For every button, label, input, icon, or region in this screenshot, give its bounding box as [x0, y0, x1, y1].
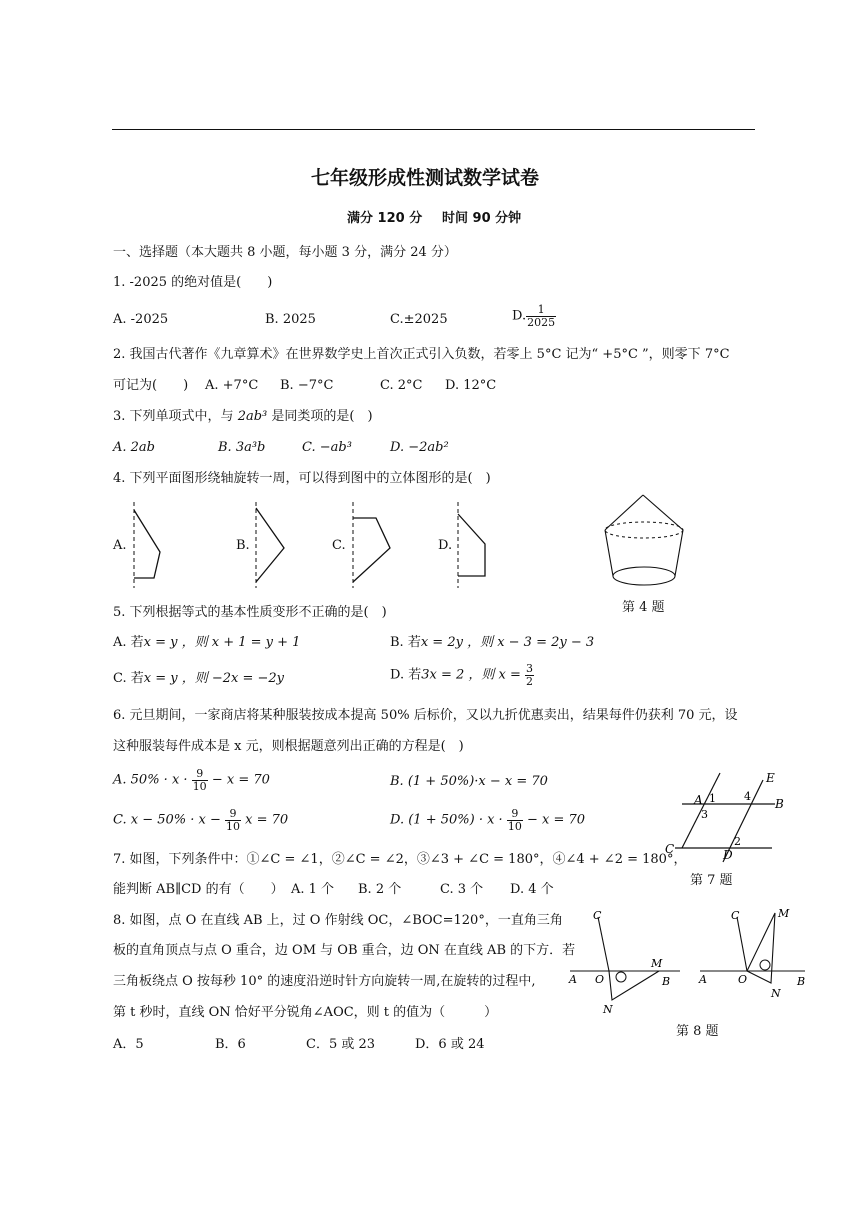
q6-d-post: − x = 70 — [526, 812, 586, 828]
q6-c-post: x = 70 — [245, 812, 289, 828]
q7-caption: 第 7 题 — [690, 873, 733, 888]
q1-d-den: 2025 — [527, 316, 556, 329]
q1-option-b: B. 2025 — [265, 312, 316, 327]
q8-line4: 第 t 秒时，直线 ON 恰好平分锐角∠AOC，则 t 的值为（ ） — [113, 1005, 498, 1020]
q7-label-4: 4 — [744, 790, 751, 803]
q6-c-num: 9 — [225, 808, 241, 821]
q6-line2: 这种服装每件成本是 x 元，则根据题意列出正确的方程是( ) — [113, 739, 464, 754]
q6-c-den: 10 — [226, 820, 241, 833]
q5-a-prefix: A. 若 — [113, 635, 144, 650]
q4-figure-a — [134, 502, 160, 588]
q8-figure-right — [698, 907, 805, 1000]
q1-option-d — [512, 304, 556, 329]
q2-option-c: C. 2°C — [380, 378, 423, 393]
q4-figure-b — [256, 502, 284, 588]
q6-a-den: 10 — [192, 780, 207, 793]
q3-option-a: A. 2ab — [113, 440, 155, 455]
q8-right-label-o: O — [738, 973, 748, 986]
q4-option-a: A. — [113, 538, 127, 553]
q1-d-num: 1 — [526, 304, 556, 317]
q8-right-label-b: B — [797, 975, 806, 988]
q7-label-d: D — [723, 848, 733, 862]
q3-option-d: D. −2ab² — [390, 440, 449, 455]
q7-label-e: E — [766, 771, 775, 785]
q5-stem: 5. 下列根据等式的基本性质变形不正确的是( ) — [113, 605, 387, 620]
q6-d-den: 10 — [507, 820, 522, 833]
q5-c-prefix: C. 若 — [113, 671, 144, 686]
q1-d-prefix: D. — [512, 308, 527, 324]
q8-left-label-n: N — [603, 1003, 613, 1016]
q6-d-fraction — [507, 808, 523, 833]
q5-option-a — [113, 635, 300, 651]
q8-right-label-n: N — [771, 987, 781, 1000]
q4-figure-c — [353, 502, 390, 588]
q6-c-fraction — [225, 808, 241, 833]
q8-right-label-a: A — [699, 973, 707, 986]
section-heading: 一、选择题（本大题共 8 小题，每小题 3 分，满分 24 分） — [113, 245, 457, 260]
q4-stem: 4. 下列平面图形绕轴旋转一周，可以得到图中的立体图形的是( ) — [113, 471, 491, 486]
q4-option-figures — [120, 500, 560, 595]
q7-label-a: A — [694, 793, 703, 807]
q5-a-expr: x = y ，则 x + 1 = y + 1 — [143, 635, 301, 650]
q7-label-c: C — [665, 842, 675, 856]
exam-time: 时间 90 分钟 — [442, 211, 522, 226]
q5-option-d — [390, 663, 534, 688]
q6-a-post: − x = 70 — [211, 772, 270, 788]
q7-label-b: B — [775, 797, 784, 811]
q7-label-1: 1 — [709, 792, 716, 805]
q6-a-pre: A. 50% · x · — [113, 772, 188, 788]
q4-option-b: B. — [236, 538, 250, 553]
q7-label-3: 3 — [701, 808, 708, 821]
q7-label-2: 2 — [734, 835, 741, 848]
q8-left-label-a: A — [569, 973, 577, 986]
q5-option-c — [113, 671, 284, 687]
q8-figure-left — [568, 909, 680, 1016]
q8-caption: 第 8 题 — [676, 1024, 719, 1039]
q3-option-c: C. −ab³ — [302, 440, 352, 455]
q6-option-d — [390, 808, 585, 833]
q8-figures — [565, 905, 815, 1020]
q8-left-label-o: O — [595, 973, 605, 986]
q4-solid-figure — [595, 490, 695, 595]
q8-option-c: C．5 或 23 — [306, 1037, 376, 1052]
q6-line1: 6. 元旦期间，一家商店将某种服装按成本提高 50% 后标价，又以九折优惠卖出，结果每件仍获利 70 元，设 — [113, 708, 738, 723]
q5-c-expr: x = y ，则 −2x = −2y — [143, 671, 285, 686]
q1-d-fraction — [526, 304, 556, 329]
q2-line1: 2. 我国古代著作《九章算术》在世界数学史上首次正式引入负数，若零上 5°C 记为“ +5°C ”，则零下 7°C — [113, 347, 730, 362]
q6-option-b: B. (1 + 50%)·x − x = 70 — [390, 774, 548, 789]
q6-option-a — [113, 768, 270, 793]
q3-stem-prefix: 3. 下列单项式中，与 — [113, 409, 234, 424]
page-title: 七年级形成性测试数学试卷 — [311, 167, 540, 189]
q7-line1: 7. 如图，下列条件中：①∠C = ∠1，②∠C = ∠2，③∠3 + ∠C = 180°，④∠4 + ∠2 = 180°， — [113, 852, 687, 867]
q8-line1: 8. 如图，点 O 在直线 AB 上，过 O 作射线 OC，∠BOC=120°，一直角三角 — [113, 913, 563, 928]
q8-right-label-c: C — [731, 909, 740, 922]
q8-option-d: D．6 或 24 — [415, 1037, 485, 1052]
q1-option-c: C.±2025 — [390, 312, 448, 327]
q7-option-c: C. 3 个 — [440, 882, 484, 897]
q3-stem-suffix: 是同类项的是( ) — [271, 409, 373, 424]
q7-line2: 能判断 AB∥CD 的有（ ） — [113, 882, 284, 897]
q6-c-pre: C. x − 50% · x − — [113, 812, 221, 828]
q8-left-label-b: B — [662, 975, 671, 988]
q8-option-a: A．5 — [113, 1037, 144, 1052]
q2-option-a: A. +7°C — [205, 378, 259, 393]
q6-d-pre: D. (1 + 50%) · x · — [390, 812, 503, 828]
q7-option-a: A. 1 个 — [291, 882, 335, 897]
q5-d-prefix: D. 若 — [390, 667, 422, 683]
q2-option-d: D. 12°C — [445, 378, 497, 393]
q3-stem-expr: 2ab³ — [237, 409, 268, 424]
q5-b-prefix: B. 若 — [390, 635, 421, 650]
q7-option-d: D. 4 个 — [510, 882, 554, 897]
q8-left-label-c: C — [593, 909, 602, 922]
q6-a-fraction — [192, 768, 208, 793]
q5-d-fraction — [525, 663, 534, 688]
full-marks: 满分 120 分 — [347, 211, 423, 226]
q8-left-label-m: M — [651, 957, 663, 970]
q5-d-num: 3 — [526, 662, 534, 675]
q5-option-b — [390, 635, 594, 651]
q1-stem: 1. -2025 的绝对值是( ) — [113, 275, 273, 290]
q7-option-b: B. 2 个 — [358, 882, 402, 897]
q6-a-num: 9 — [192, 768, 208, 781]
q3-option-b: B. 3a³b — [218, 440, 266, 455]
header-rule — [112, 129, 755, 130]
q4-caption: 第 4 题 — [622, 600, 665, 615]
q8-option-b: B．6 — [215, 1037, 246, 1052]
q5-d-expr: 3x = 2 ，则 x = — [421, 667, 521, 683]
q6-d-num: 9 — [507, 808, 523, 821]
q2-line2: 可记为( ) — [113, 378, 189, 393]
q8-line2: 板的直角顶点与点 O 重合，边 OM 与 OB 重合，边 ON 在直线 AB 的下方．若 — [113, 943, 576, 958]
q4-option-c: C. — [332, 538, 346, 553]
q3-stem — [113, 409, 373, 425]
q4-option-d: D. — [438, 538, 453, 553]
q4-figure-d — [458, 502, 485, 588]
q2-option-b: B. −7°C — [280, 378, 334, 393]
q5-d-den: 2 — [526, 675, 534, 688]
q6-option-c — [113, 808, 288, 833]
q8-right-label-m: M — [778, 907, 790, 920]
q8-line3: 三角板绕点 O 按每秒 10° 的速度沿逆时针方向旋转一周,在旋转的过程中, — [113, 974, 536, 989]
q1-option-a: A. -2025 — [113, 312, 169, 327]
q7-figure — [660, 768, 790, 863]
q5-b-expr: x = 2y ，则 x − 3 = 2y − 3 — [420, 635, 595, 650]
